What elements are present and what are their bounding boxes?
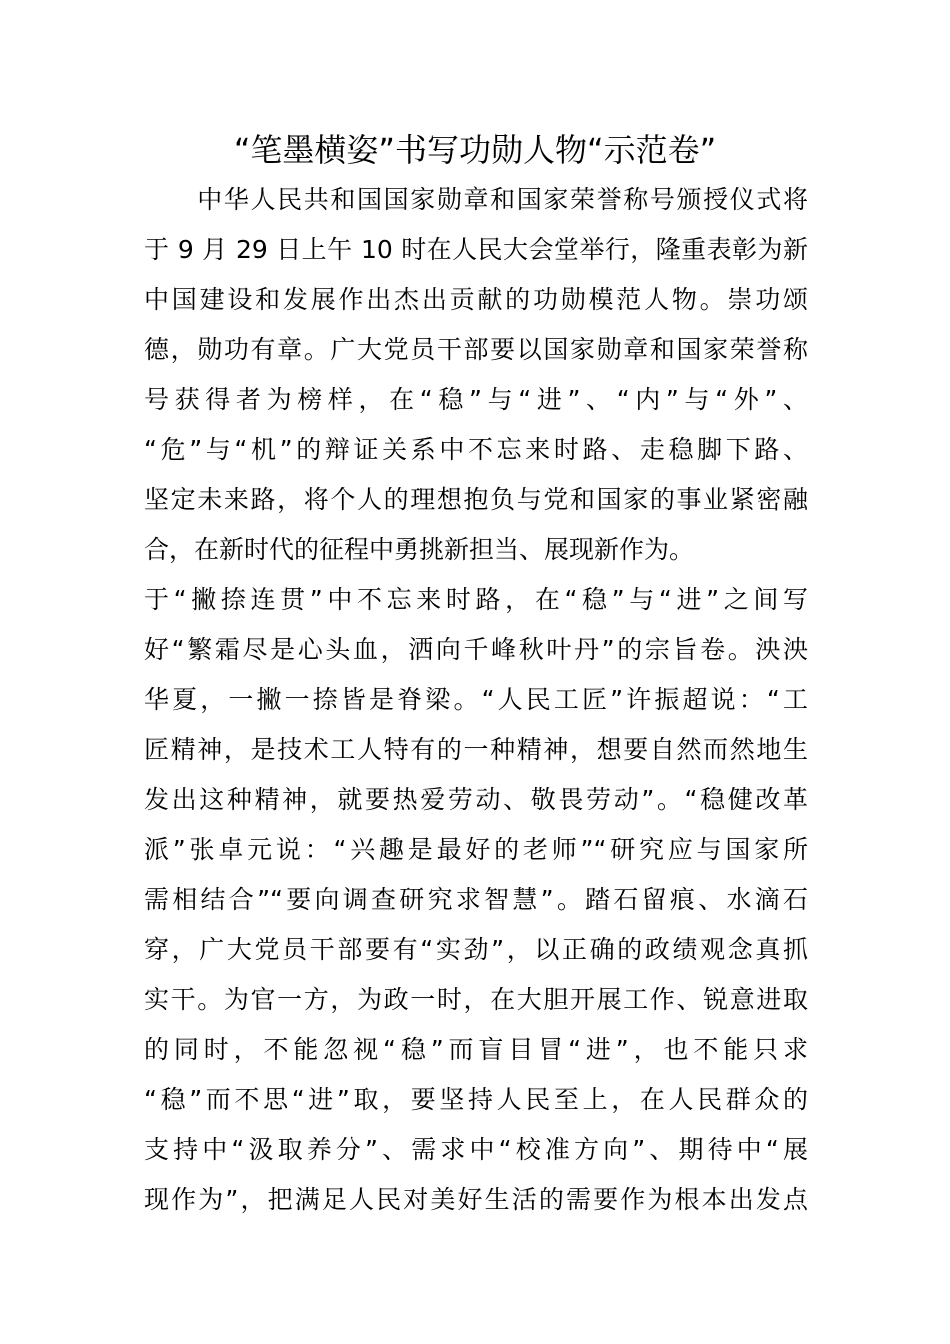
- paragraph-line-1: 中华人民共和国国家勋章和国家荣誉称号颁授仪式将: [144, 185, 808, 214]
- page-title: “笔墨横姿”书写功勋人物“示范卷”: [233, 131, 717, 169]
- paragraph-line-17: 实干。为官一方，为政一时，在大胆开展工作、锐意进取: [144, 985, 808, 1014]
- paragraph-line-4: 德，勋功有章。广大党员干部要以国家勋章和国家荣誉称: [144, 335, 808, 364]
- paragraph-line-2: 于 9 月 29 日上午 10 时在人民大会堂举行，隆重表彰为新: [144, 235, 808, 264]
- paragraph-line-21: 现作为”，把满足人民对美好生活的需要作为根本出发点: [144, 1185, 808, 1214]
- paragraph-line-6: “危”与“机”的辩证关系中不忘来时路、走稳脚下路、: [144, 435, 808, 464]
- paragraph-line-16: 穿，广大党员干部要有“实劲”，以正确的政绩观念真抓: [144, 935, 808, 964]
- paragraph-line-10: 好“繁霜尽是心头血，洒向千峰秋叶丹”的宗旨卷。泱泱: [144, 635, 808, 664]
- paragraph-line-8: 合，在新时代的征程中勇挑新担当、展现新作为。: [144, 535, 695, 564]
- paragraph-line-14: 派”张卓元说：“兴趣是最好的老师”“研究应与国家所: [144, 835, 808, 864]
- paragraph-line-3: 中国建设和发展作出杰出贡献的功勋模范人物。崇功颂: [144, 285, 808, 314]
- paragraph-line-12: 匠精神，是技术工人特有的一种精神，想要自然而然地生: [144, 735, 808, 764]
- paragraph-line-15: 需相结合”“要向调查研究求智慧”。踏石留痕、水滴石: [144, 885, 808, 914]
- paragraph-line-13: 发出这种精神，就要热爱劳动、敬畏劳动”。“稳健改革: [144, 785, 808, 814]
- paragraph-line-5: 号获得者为榜样，在“稳”与“进”、“内”与“外”、: [144, 385, 808, 414]
- paragraph-line-9: 于“撇捺连贯”中不忘来时路，在“稳”与“进”之间写: [144, 585, 808, 614]
- paragraph-line-18: 的同时，不能忽视“稳”而盲目冒“进”，也不能只求: [144, 1035, 808, 1064]
- paragraph-line-20: 支持中“汲取养分”、需求中“校准方向”、期待中“展: [144, 1135, 808, 1164]
- paragraph-line-11: 华夏，一撇一捺皆是脊梁。“人民工匠”许振超说：“工: [144, 685, 808, 714]
- paragraph-line-19: “稳”而不思“进”取，要坚持人民至上，在人民群众的: [144, 1085, 808, 1114]
- paragraph-line-7: 坚定未来路，将个人的理想抱负与党和国家的事业紧密融: [144, 485, 808, 514]
